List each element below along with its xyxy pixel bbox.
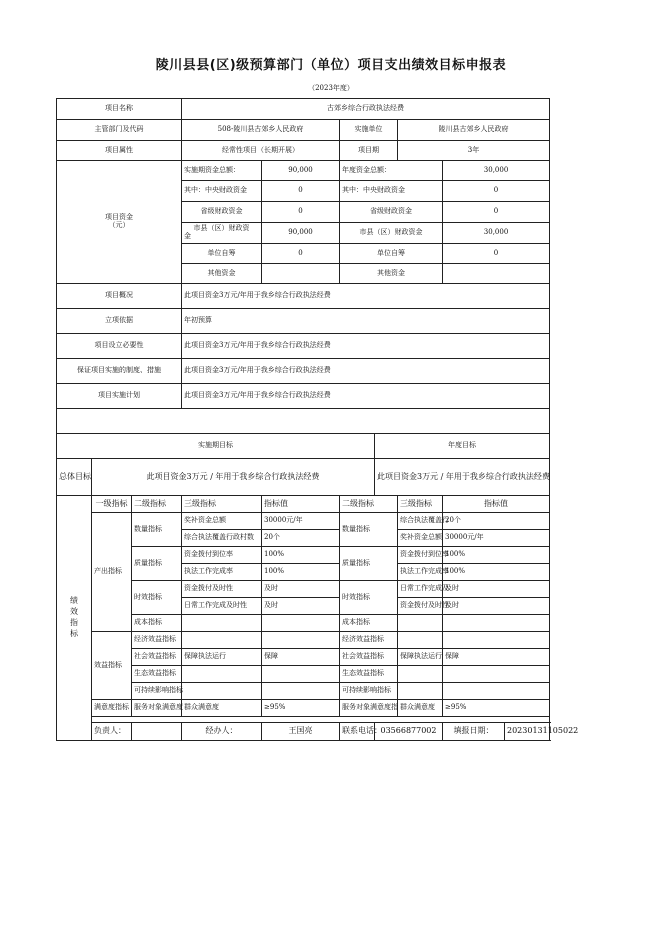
overall-period-goal: 此项目资金3万元 / 年用于我乡综合行政执法经费 [92,459,375,496]
econ-value-annual [443,632,550,649]
quantity-indicator-label-annual: 数量指标 [340,513,398,547]
header-value: 指标值 [262,496,340,513]
funds-other-value [262,264,340,284]
funds-label [57,161,182,284]
social-value: 保障 [262,649,340,666]
year-label: （2023年度） [308,84,354,92]
basis-label: 立项依据 [57,309,182,334]
blank-row [57,409,550,434]
q2-level3: 综合执法覆盖行政村数 [182,530,262,547]
cost-value-annual [443,615,550,632]
cost-indicator-label: 成本指标 [132,615,182,632]
sat-level3-annual: 群众满意度 [398,700,443,717]
attr-value: 经常性项目（长期开展） [182,141,340,161]
q2-value-annual: 30000元/年 [443,530,550,547]
funds-self-value: 0 [262,244,340,264]
funds-label-line1: 项目资金 [105,213,133,222]
funds-city-label-r: 市县（区）财政资金 [340,223,443,244]
funds-other-label-r: 其他资金 [340,264,443,284]
header-level2-annual: 二级指标 [340,496,398,513]
funds-self-label: 单位自筹 [182,244,262,264]
perf-char-2: 效 [70,607,78,617]
funds-prov-value: 0 [262,202,340,223]
funds-other-label: 其他资金 [182,264,262,284]
perf-char-3: 指 [70,618,78,627]
ql1-level3-annual: 资金拨付到位率 [398,547,443,564]
page-title: 陵川县县(区)级预算部门（单位）项目支出绩效目标申报表 [155,58,507,73]
eco-level2: 生态效益指标 [132,666,182,683]
header-value-annual: 指标值 [443,496,550,513]
funds-city-value: 90,000 [262,223,340,244]
q2-value: 20个 [262,530,340,547]
plan-value: 此项目资金3万元/年用于我乡综合行政执法经费 [182,384,550,409]
handler-value: 王国亮 [262,723,340,741]
funds-annual-value: 30,000 [443,161,550,181]
eco-value [262,666,340,683]
t1-value: 及时 [262,581,340,598]
sustain-level3-annual [398,683,443,700]
t1-level3: 资金拨付及时性 [182,581,262,598]
funds-central-value-r: 0 [443,181,550,202]
output-indicator-label: 产出指标 [92,513,132,632]
econ-value [262,632,340,649]
ql2-level3: 执法工作完成率 [182,564,262,581]
necessity-label: 项目设立必要性 [57,334,182,359]
cost-level3-annual [398,615,443,632]
social-value-annual: 保障 [443,649,550,666]
timeliness-indicator-label-annual: 时效指标 [340,581,398,615]
ql2-value-annual: 100% [443,564,550,581]
ql1-level3: 资金拨付到位率 [182,547,262,564]
q2-level3-annual: 奖补资金总额 [398,530,443,547]
overview-value: 此项目资金3万元/年用于我乡综合行政执法经费 [182,284,550,309]
perf-char-1: 绩 [70,596,78,606]
funds-prov-value-r: 0 [443,202,550,223]
header-level2: 二级指标 [132,496,182,513]
funds-city-label [182,223,262,244]
sustain-level2: 可持续影响指标 [132,683,182,700]
date-value: 20230131105022 [505,723,550,741]
eco-level3-annual [398,666,443,683]
funds-prov-label: 省级财政资金 [182,202,262,223]
funds-other-value-r [443,264,550,284]
social-level3-annual: 保障执法运行 [398,649,443,666]
period-value: 3年 [398,141,550,161]
project-name-value: 古郊乡综合行政执法经费 [182,99,550,120]
quality-indicator-label: 质量指标 [132,547,182,581]
period-label: 项目期 [340,141,398,161]
basis-value: 年初预算 [182,309,550,334]
overall-goal-label: 总体目标 [57,459,92,496]
timeliness-indicator-label: 时效指标 [132,581,182,615]
cost-indicator-label-annual: 成本指标 [340,615,398,632]
funds-city-label-line1: 市县（区）财政资 [193,224,250,233]
sat-value: ≥95% [262,700,340,717]
phone-label: 联系电话： [340,723,375,741]
cost-value [262,615,340,632]
period-goal-label: 实施期目标 [57,434,375,459]
overview-label: 项目概况 [57,284,182,309]
q1-value-annual: 20个 [443,513,550,530]
funds-annual-label: 年度资金总额： [340,161,443,181]
t2-level3: 日常工作完成及时性 [182,598,262,615]
funds-self-value-r: 0 [443,244,550,264]
performance-target-table [56,98,579,741]
dept-value: 508-陵川县古郊乡人民政府 [182,120,340,141]
sustain-level2-annual: 可持续影响指标 [340,683,398,700]
funds-total-label: 实施期资金总额： [182,161,262,181]
sustain-value-annual [443,683,550,700]
t1-level3-annual: 日常工作完成及 [398,581,443,598]
t2-value: 及时 [262,598,340,615]
ql2-value: 100% [262,564,340,581]
leader-value [132,723,182,741]
handler-label: 经办人： [182,723,262,741]
ql2-level3-annual: 执法工作完成率 [398,564,443,581]
attr-label: 项目属性 [57,141,182,161]
sat-level2: 服务对象满意度 [132,700,182,717]
funds-city-value-r: 30,000 [443,223,550,244]
project-name-label: 项目名称 [57,99,182,120]
performance-indicator-label [57,496,92,741]
funds-city-label-line2: 金 [184,232,191,240]
social-level3: 保障执法运行 [182,649,262,666]
cost-level3 [182,615,262,632]
t2-level3-annual: 资金拨付及时性 [398,598,443,615]
header-level1: 一级指标 [92,496,132,513]
quantity-indicator-label: 数量指标 [132,513,182,547]
eco-value-annual [443,666,550,683]
header-level3-annual: 三级指标 [398,496,443,513]
overall-annual-goal: 此项目资金3万元 / 年用于我乡综合行政执法经费 [375,459,550,496]
econ-level2-annual: 经济效益指标 [340,632,398,649]
sustain-value [262,683,340,700]
social-level2: 社会效益指标 [132,649,182,666]
funds-central-label-r: 其中：中央财政资金 [340,181,443,202]
econ-level2: 经济效益指标 [132,632,182,649]
sat-value-annual: ≥95% [443,700,550,717]
funds-central-label: 其中：中央财政资金 [182,181,262,202]
phone-value: 03566877002 [375,723,443,741]
sat-level3: 群众满意度 [182,700,262,717]
necessity-value: 此项目资金3万元/年用于我乡综合行政执法经费 [182,334,550,359]
satisfaction-indicator-label: 满意度指标 [92,700,132,717]
q1-level3: 奖补资金总额 [182,513,262,530]
eco-level2-annual: 生态效益指标 [340,666,398,683]
impl-value: 陵川县古郊乡人民政府 [398,120,550,141]
t1-value-annual: 及时 [443,581,550,598]
date-label: 填报日期： [443,723,505,741]
funds-self-label-r: 单位自筹 [340,244,443,264]
annual-goal-label: 年度目标 [375,434,550,459]
funds-central-value: 0 [262,181,340,202]
sat-level2-annual: 服务对象满意度指 [340,700,398,717]
plan-label: 项目实施计划 [57,384,182,409]
benefit-indicator-label: 效益指标 [92,632,132,700]
quality-indicator-label-annual: 质量指标 [340,547,398,581]
social-level2-annual: 社会效益指标 [340,649,398,666]
eco-level3 [182,666,262,683]
econ-level3 [182,632,262,649]
funds-label-line2: （元） [108,221,130,229]
ql1-value-annual: 100% [443,547,550,564]
sustain-level3 [182,683,262,700]
econ-level3-annual [398,632,443,649]
t2-value-annual: 及时 [443,598,550,615]
funds-total-value: 90,000 [262,161,340,181]
guarantee-label: 保证项目实施的制度、措施 [57,359,182,384]
q1-value: 30000元/年 [262,513,340,530]
leader-label: 负责人： [92,723,132,741]
impl-label: 实施单位 [340,120,398,141]
ql1-value: 100% [262,547,340,564]
perf-char-4: 标 [70,628,78,638]
dept-label: 主管部门及代码 [57,120,182,141]
q1-level3-annual: 综合执法覆盖行 [398,513,443,530]
header-level3: 三级指标 [182,496,262,513]
guarantee-value: 此项目资金3万元/年用于我乡综合行政执法经费 [182,359,550,384]
funds-prov-label-r: 省级财政资金 [340,202,443,223]
